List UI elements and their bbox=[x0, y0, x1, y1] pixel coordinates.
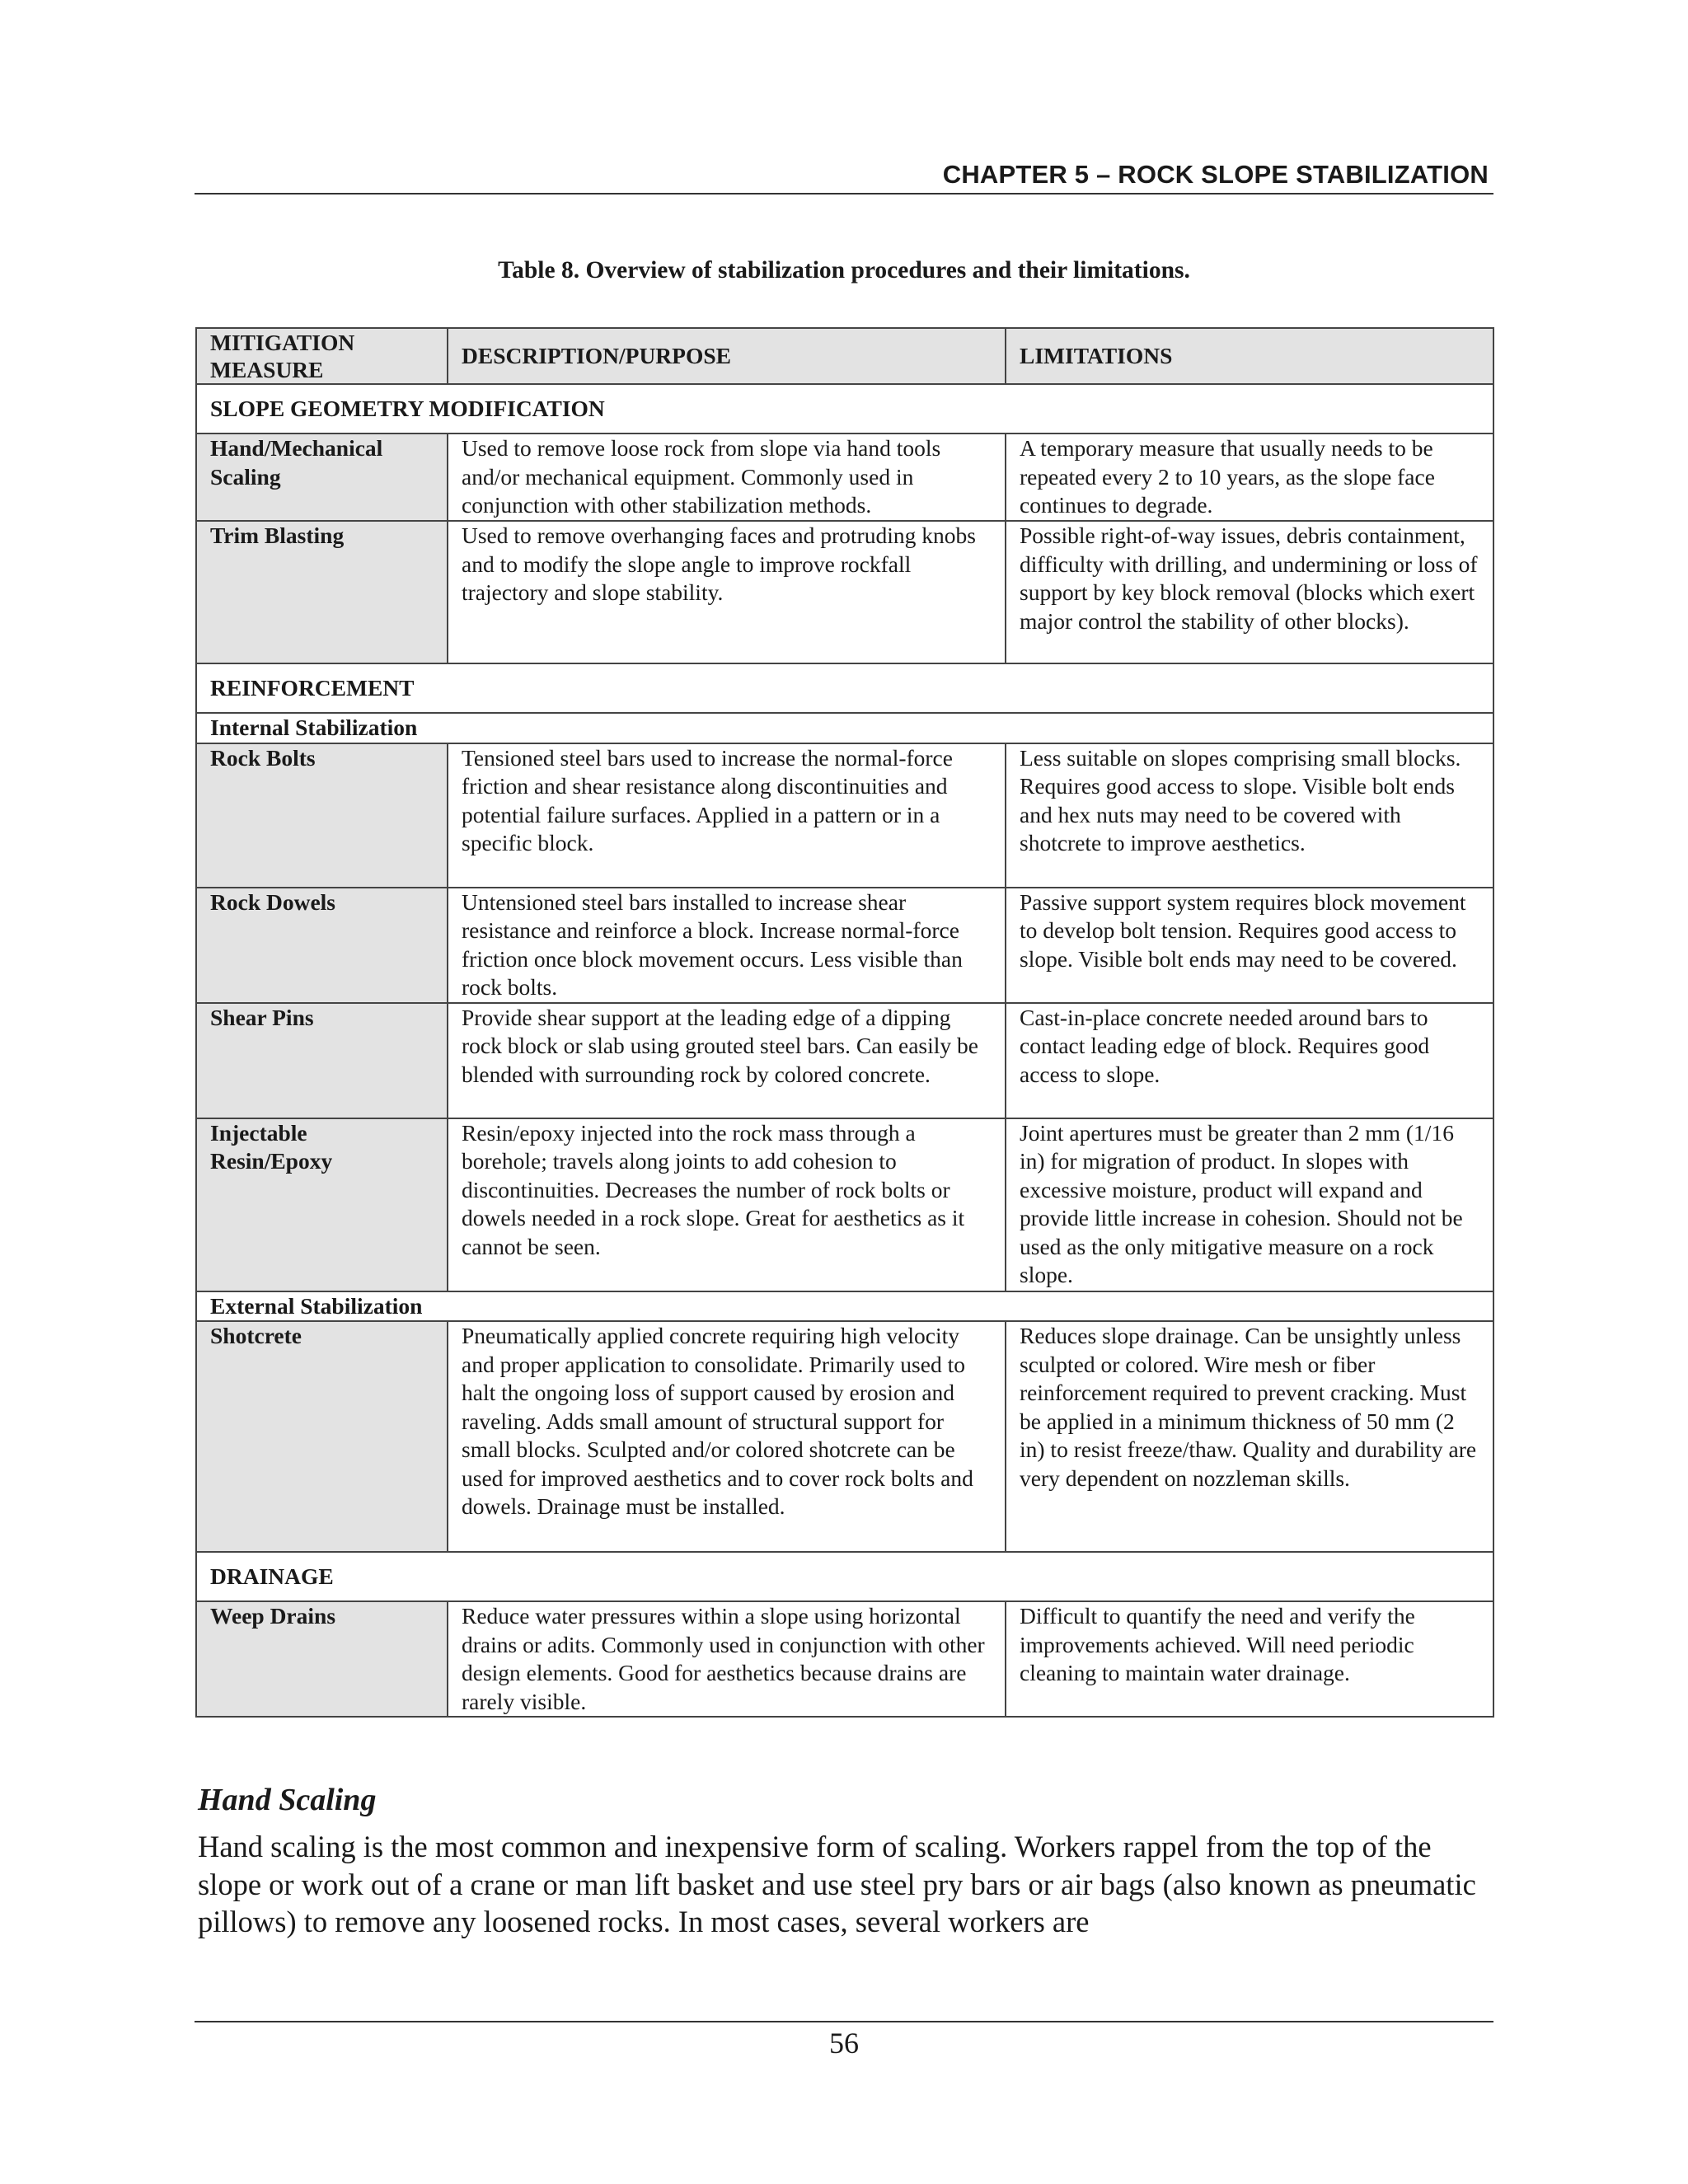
section-title: DRAINAGE bbox=[196, 1552, 1493, 1601]
page-header bbox=[195, 157, 1493, 194]
limitations-cell: A temporary measure that usually needs to be repeated every 2 to 10 years, as the slope face continues to degrade. bbox=[1006, 434, 1493, 521]
stabilization-table bbox=[195, 327, 1494, 1718]
section-row bbox=[196, 1552, 1493, 1601]
column-header-limitations: LIMITATIONS bbox=[1006, 328, 1493, 384]
section-title: SLOPE GEOMETRY MODIFICATION bbox=[196, 384, 1493, 434]
limitations-cell: Joint apertures must be greater than 2 mm (1/16 in) for migration of product. In slopes with excessive moisture, product will expand and provide little increase in cohesion. Should not be used as the only mitigative measure on a rock slope. bbox=[1006, 1118, 1493, 1291]
body-paragraph: Hand scaling is the most common and inexpensive form of scaling. Workers rappel from the top of the slope or work out of a crane or man lift basket and use steel pry bars or air bags (also known as pneumatic pillows) to remove any loosened rocks. In most cases, several workers are bbox=[198, 1830, 1476, 1938]
limitations-cell: Passive support system requires block movement to develop bolt tension. Requires good access to slope. Visible bolt ends may need to be covered. bbox=[1006, 888, 1493, 1003]
subsection-row bbox=[196, 1291, 1493, 1322]
subsection-title: External Stabilization bbox=[196, 1291, 1493, 1322]
table-caption: Table 8. Overview of stabilization procedures and their limitations. bbox=[498, 257, 1190, 284]
subsection-title: Internal Stabilization bbox=[196, 713, 1493, 743]
description-cell: Pneumatically applied concrete requiring high velocity and proper application to consolidate. Primarily used to halt the ongoing loss of support caused by erosion and raveling. Adds small amount of structural support for small blocks. Sculpted and/or colored shotcrete can be used for improved aesthetics and to cover rock bolts and dowels. Drainage must be installed. bbox=[448, 1321, 1006, 1552]
table-body bbox=[196, 328, 1493, 1717]
measure-cell: Weep Drains bbox=[196, 1601, 448, 1717]
description-cell: Resin/epoxy injected into the rock mass through a borehole; travels along joints to add cohesion to discontinuities. Decreases the number of rock bolts or dowels needed in a rock slope. Great for aesthetics as it cannot be seen. bbox=[448, 1118, 1006, 1291]
table-row bbox=[196, 1003, 1493, 1118]
table-row bbox=[196, 521, 1493, 663]
chapter-title: CHAPTER 5 – ROCK SLOPE STABILIZATION bbox=[942, 160, 1489, 189]
table-header-row bbox=[196, 328, 1493, 384]
measure-cell: Rock Dowels bbox=[196, 888, 448, 1003]
limitations-cell: Less suitable on slopes comprising small blocks. Requires good access to slope. Visible bolt ends and hex nuts may need to be covered with shotcrete to improve aesthetics. bbox=[1006, 743, 1493, 888]
table-row bbox=[196, 1118, 1493, 1291]
section-heading: Hand Scaling bbox=[198, 1783, 377, 1817]
table-row bbox=[196, 1601, 1493, 1717]
column-header-measure: MITIGATION MEASURE bbox=[196, 328, 448, 384]
limitations-cell: Difficult to quantify the need and verify the improvements achieved. Will need periodic cleaning to maintain water drainage. bbox=[1006, 1601, 1493, 1717]
description-cell: Used to remove overhanging faces and protruding knobs and to modify the slope angle to improve rockfall trajectory and slope stability. bbox=[448, 521, 1006, 663]
limitations-cell: Possible right-of-way issues, debris containment, difficulty with drilling, and undermining or loss of support by key block removal (blocks which exert major control the stability of other blocks). bbox=[1006, 521, 1493, 663]
measure-cell: Hand/Mechanical Scaling bbox=[196, 434, 448, 521]
description-cell: Untensioned steel bars installed to increase shear resistance and reinforce a block. Increase normal-force friction once block movement occurs. Less visible than rock bolts. bbox=[448, 888, 1006, 1003]
description-cell: Reduce water pressures within a slope using horizontal drains or adits. Commonly used in conjunction with other design elements. Good for aesthetics because drains are rarely visible. bbox=[448, 1601, 1006, 1717]
page-number: 56 bbox=[829, 2027, 859, 2060]
description-cell: Provide shear support at the leading edge of a dipping rock block or slab using grouted steel bars. Can easily be blended with surrounding rock by colored concrete. bbox=[448, 1003, 1006, 1118]
table-row bbox=[196, 1321, 1493, 1552]
limitations-cell: Reduces slope drainage. Can be unsightly unless sculpted or colored. Wire mesh or fiber reinforcement required to prevent cracking. Must be applied in a minimum thickness of 50 mm (2 in) to resist freeze/thaw. Quality and durability are very dependent on nozzleman skills. bbox=[1006, 1321, 1493, 1552]
table-row bbox=[196, 888, 1493, 1003]
section-row bbox=[196, 663, 1493, 713]
measure-cell: Shotcrete bbox=[196, 1321, 448, 1552]
table-row bbox=[196, 743, 1493, 888]
measure-cell: Rock Bolts bbox=[196, 743, 448, 888]
footer-rule bbox=[195, 2021, 1493, 2022]
subsection-row bbox=[196, 713, 1493, 743]
description-cell: Tensioned steel bars used to increase the normal-force friction and shear resistance along discontinuities and potential failure surfaces. Applied in a pattern or in a specific block. bbox=[448, 743, 1006, 888]
measure-cell: Trim Blasting bbox=[196, 521, 448, 663]
section-row bbox=[196, 384, 1493, 434]
section-title: REINFORCEMENT bbox=[196, 663, 1493, 713]
description-cell: Used to remove loose rock from slope via hand tools and/or mechanical equipment. Commonly used in conjunction with other stabilization methods. bbox=[448, 434, 1006, 521]
table-row bbox=[196, 434, 1493, 521]
limitations-cell: Cast-in-place concrete needed around bars to contact leading edge of block. Requires good access to slope. bbox=[1006, 1003, 1493, 1118]
measure-cell: Injectable Resin/Epoxy bbox=[196, 1118, 448, 1291]
column-header-description: DESCRIPTION/PURPOSE bbox=[448, 328, 1006, 384]
measure-cell: Shear Pins bbox=[196, 1003, 448, 1118]
